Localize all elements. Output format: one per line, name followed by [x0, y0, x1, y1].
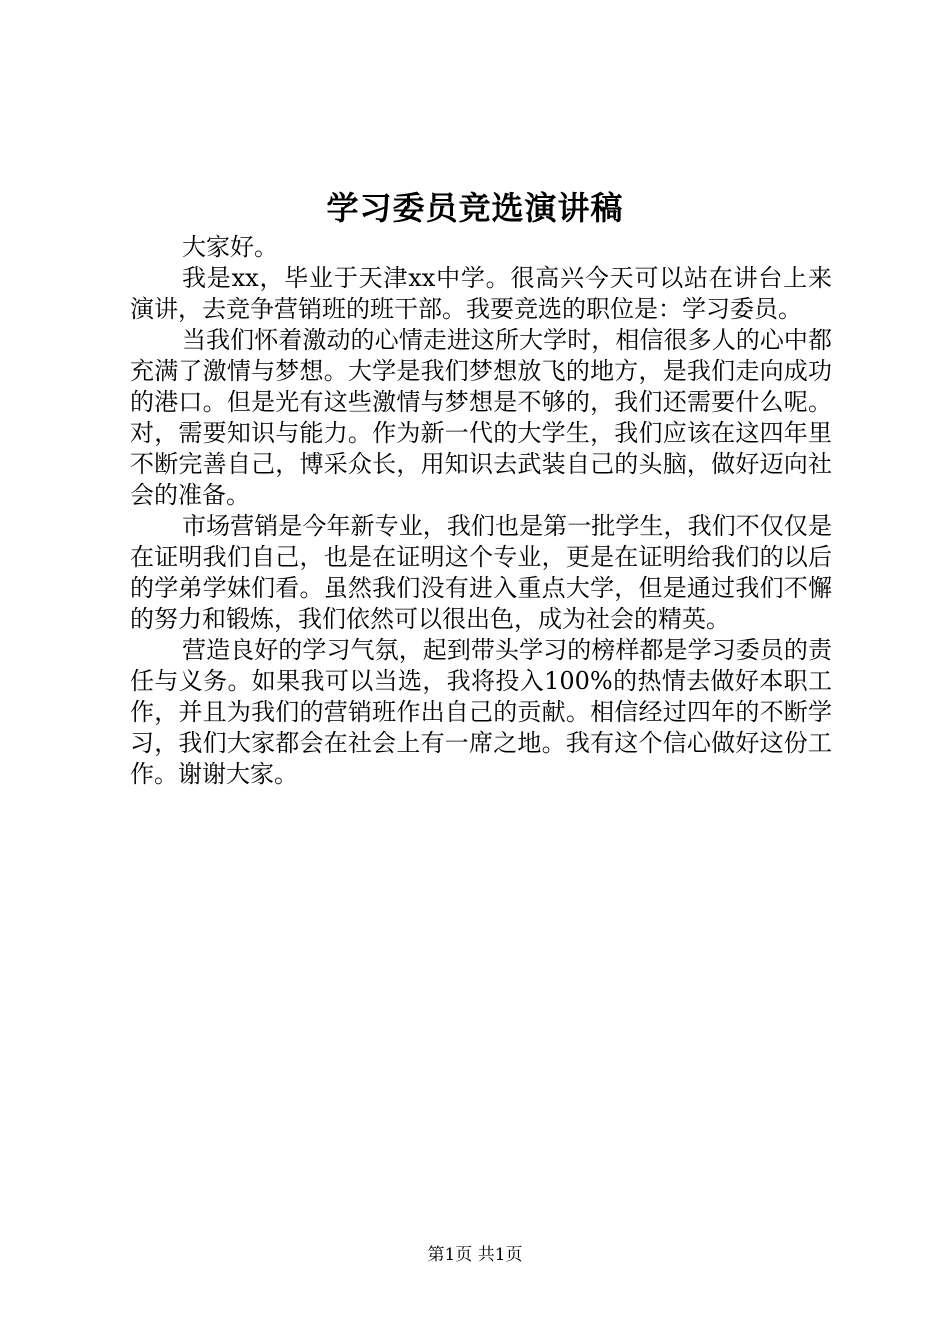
document-title: 学习委员竞选演讲稿	[326, 189, 624, 227]
document-body	[130, 232, 832, 790]
paragraph-greeting: 大家好。	[182, 233, 278, 261]
page-footer: 第1页 共1页	[427, 1245, 523, 1265]
paragraph-introduction: 我是xx，毕业于天津xx中学。很高兴今天可以站在讲台上来演讲，去竞争营销班的班干部。我要竞选的职位是：学习委员。	[130, 264, 832, 323]
paragraph-commitment: 营造良好的学习气氛，起到带头学习的榜样都是学习委员的责任与义务。如果我可以当选，我将投入100%的热情去做好本职工作，并且为我们的营销班作出自己的贡献。相信经过四年的不断学习，我们大家都会在社会上有一席之地。我有这个信心做好这份工作。谢谢大家。	[130, 636, 832, 788]
paragraph-marketing-major: 市场营销是今年新专业，我们也是第一批学生，我们不仅仅是在证明我们自己，也是在证明这个专业，更是在证明给我们的以后的学弟学妹们看。虽然我们没有进入重点大学，但是通过我们不懈的努力和锻炼，我们依然可以很出色，成为社会的精英。	[130, 512, 832, 633]
paragraph-university-dreams: 当我们怀着激动的心情走进这所大学时，相信很多人的心中都充满了激情与梦想。大学是我们梦想放飞的地方，是我们走向成功的港口。但是光有这些激情与梦想是不够的，我们还需要什么呢。对，需要知识与能力。作为新一代的大学生，我们应该在这四年里不断完善自己，博采众长，用知识去武装自己的头脑，做好迈向社会的准备。	[130, 326, 832, 509]
